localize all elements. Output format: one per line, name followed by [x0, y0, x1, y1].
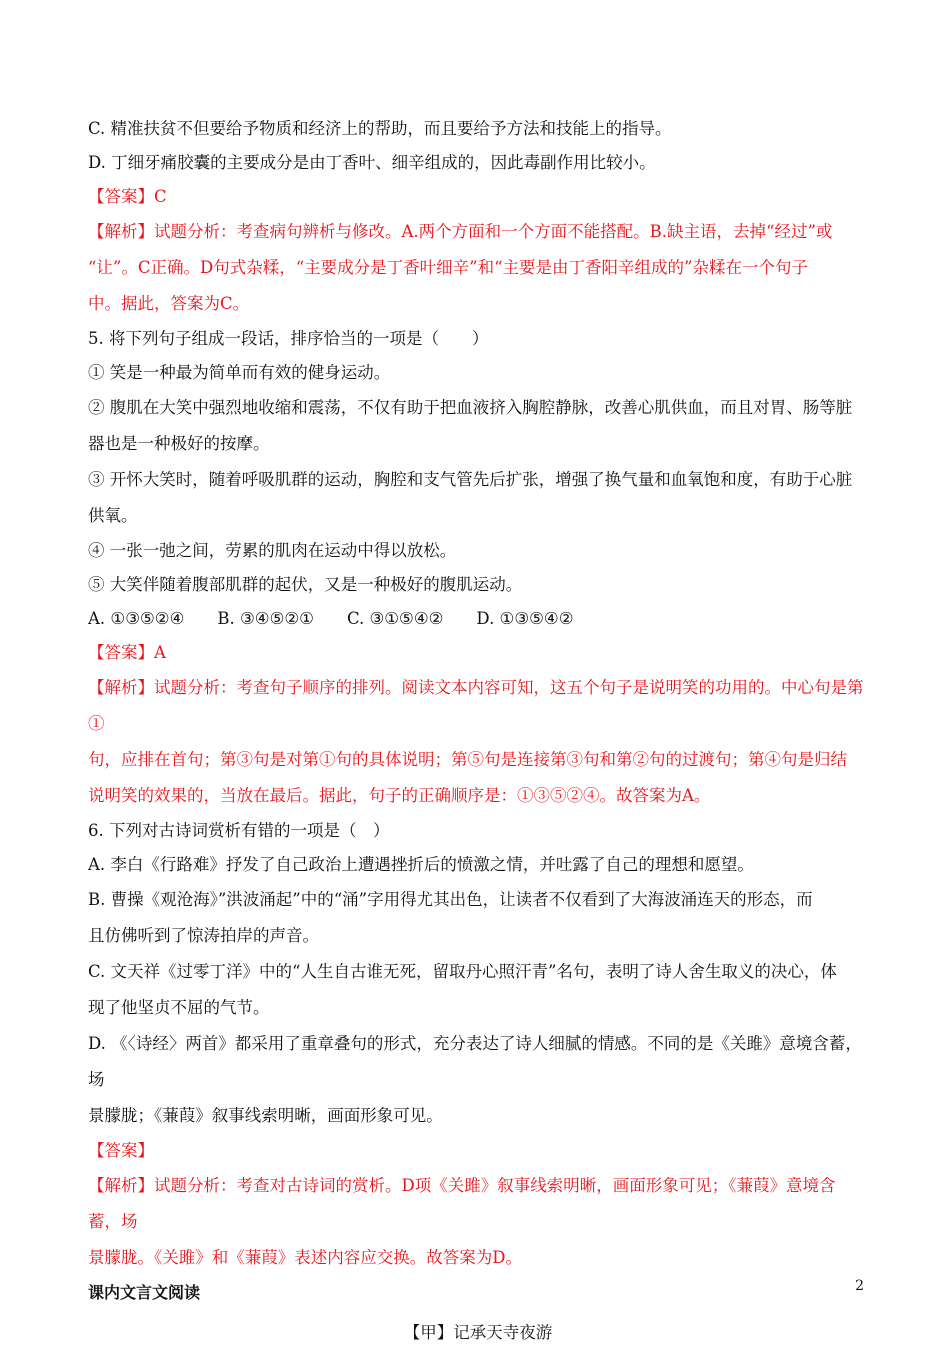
passage-title: 【甲】记承天寺夜游 [403, 1323, 553, 1342]
q4-analysis-line-3: 中。据此，答案为C。 [88, 294, 250, 313]
q4-analysis-line-1: 【解析】试题分析：考查病句辨析与修改。A.两个方面和一个方面不能搭配。B.缺主语，去掉“经过”或 [88, 222, 833, 241]
q6-option-b-line-1: B. 曹操《观沧海》”洪波涌起”中的“涌”字用得尤其出色，让读者不仅看到了大海波涌连天的形态，而 [88, 890, 813, 909]
q6-option-c-line-2: 现了他坚贞不屈的气节。 [88, 998, 270, 1017]
q6-answer: 【答案】 [88, 1141, 154, 1160]
q5-sentence-2-line-2: 器也是一种极好的按摩。 [88, 434, 270, 453]
q6-stem: 6. 下列对古诗词赏析有错的一项是（ ） [88, 821, 390, 840]
q5-analysis-line-1: 【解析】试题分析：考查句子顺序的排列。阅读文本内容可知，这五个句子是说明笑的功用的。中心句是第① [88, 678, 864, 733]
q6-option-d-line-1: D. 《〈诗经〉两首》都采用了重章叠句的形式，充分表达了诗人细腻的情感。不同的是《关雎》意境含蓄，场 [88, 1034, 862, 1089]
q4-option-d: D. 丁细牙痛胶囊的主要成分是由丁香叶、细辛组成的，因此毒副作用比较小。 [88, 153, 656, 172]
page-content [88, 112, 868, 1350]
q6-option-a: A. 李白《行路难》抒发了自己政治上遭遇挫折后的愤激之情，并吐露了自己的理想和愿望。 [88, 855, 754, 874]
section-title: 课内文言文阅读 [88, 1283, 201, 1302]
q5-sentence-4: ④ 一张一弛之间，劳累的肌肉在运动中得以放松。 [88, 541, 457, 560]
q5-sentence-5: ⑤ 大笑伴随着腹部肌群的起伏，又是一种极好的腹肌运动。 [88, 575, 523, 594]
q5-stem: 5. 将下列句子组成一段话，排序恰当的一项是（ ） [88, 329, 489, 348]
q5-sentence-2-line-1: ② 腹肌在大笑中强烈地收缩和震荡，不仅有助于把血液挤入胸腔静脉，改善心肌供血，而且对胃、肠等脏 [88, 398, 853, 417]
q5-sentence-1: ① 笑是一种最为简单而有效的健身运动。 [88, 363, 391, 382]
q5-answer: 【答案】A [88, 643, 166, 662]
q5-analysis-line-3: 说明笑的效果的，当放在最后。据此，句子的正确顺序是：①③⑤②④。故答案为A。 [88, 786, 711, 805]
q6-option-c-line-1: C. 文天祥《过零丁洋》中的“人生自古谁无死，留取丹心照汗青”名句，表明了诗人舍生取义的决心，体 [88, 962, 837, 981]
q6-option-b-line-2: 且仿佛听到了惊涛拍岸的声音。 [88, 926, 319, 945]
q5-options: A. ①③⑤②④ B. ③④⑤②① C. ③①⑤④② D. ①③⑤④② [88, 609, 574, 628]
q5-analysis-line-2: 句，应排在首句；第③句是对第①句的具体说明；第⑤句是连接第③句和第②句的过渡句；第④句是归结 [88, 750, 847, 769]
q6-analysis-line-1: 【解析】试题分析：考查对古诗词的赏析。D项《关雎》叙事线索明晰，画面形象可见；《蒹葭》意境含蓄，场 [88, 1176, 836, 1231]
q5-sentence-3-line-1: ③ 开怀大笑时，随着呼吸肌群的运动，胸腔和支气管先后扩张，增强了换气量和血氧饱和度，有助于心脏 [88, 470, 853, 489]
q5-sentence-3-line-2: 供氧。 [88, 506, 138, 525]
page-number: 2 [855, 1278, 864, 1294]
q6-analysis-line-2: 景朦胧。《关雎》和《蒹葭》表述内容应交换。故答案为D。 [88, 1248, 522, 1267]
q4-analysis-line-2: “让”。C正确。D句式杂糅，“主要成分是丁香叶细辛”和“主要是由丁香阳辛组成的”杂糅在一个句子 [88, 258, 808, 277]
q4-answer: 【答案】C [88, 187, 167, 206]
q6-option-d-line-2: 景朦胧；《蒹葭》叙事线索明晰，画面形象可见。 [88, 1106, 443, 1125]
q4-option-c: C. 精准扶贫不但要给予物质和经济上的帮助，而且要给予方法和技能上的指导。 [88, 119, 672, 138]
